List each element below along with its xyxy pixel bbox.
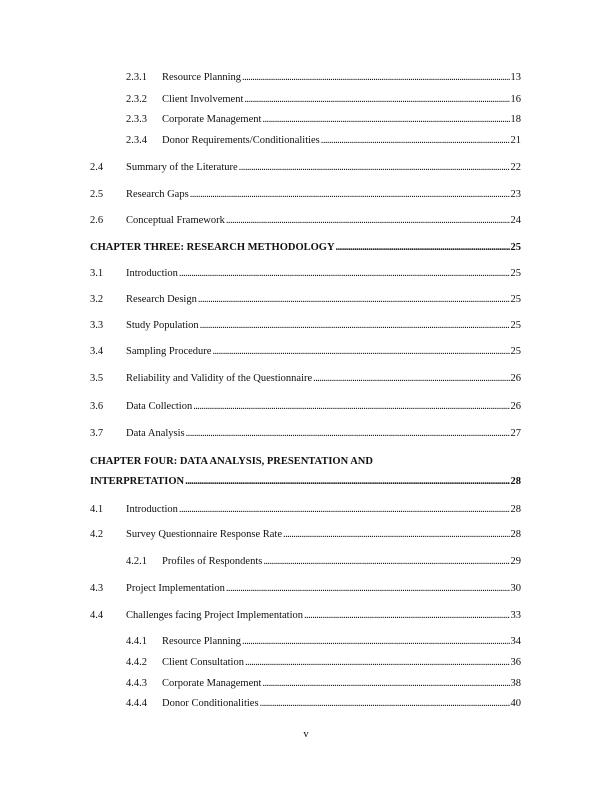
section-title: Client Consultation — [162, 657, 244, 668]
page-ref: 40 — [510, 698, 521, 709]
toc-entry[interactable] — [126, 113, 521, 127]
toc-entry[interactable] — [126, 71, 521, 85]
section-title: CHAPTER THREE: RESEARCH METHODOLOGY — [90, 242, 335, 253]
toc-entry[interactable] — [90, 609, 521, 623]
dot-leader — [198, 293, 510, 307]
section-number: 2.3.3 — [126, 114, 147, 125]
section-number: 4.3 — [90, 583, 104, 594]
dot-leader — [186, 427, 510, 441]
page-number: v — [303, 729, 309, 740]
dot-leader — [190, 188, 510, 202]
toc-entry[interactable] — [126, 635, 521, 649]
dot-leader — [260, 697, 510, 711]
section-title: Study Population — [126, 320, 199, 331]
toc-entry[interactable] — [90, 188, 521, 202]
page-ref: 25 — [510, 242, 521, 253]
section-number: 3.2 — [90, 294, 104, 305]
section-number: 4.4 — [90, 610, 104, 621]
section-title: Research Gaps — [126, 189, 189, 200]
page-ref: 13 — [510, 72, 521, 83]
page-ref: 26 — [510, 373, 521, 384]
dot-leader — [242, 71, 509, 85]
section-title: Corporate Management — [162, 678, 262, 689]
section-title: Donor Conditionalities — [162, 698, 259, 709]
section-number: 4.1 — [90, 504, 104, 515]
dot-leader — [212, 345, 509, 359]
dot-leader — [193, 400, 509, 414]
page-ref: 29 — [510, 556, 521, 567]
dot-leader — [262, 113, 509, 127]
dot-leader — [283, 528, 509, 542]
dot-leader — [179, 503, 510, 517]
page-ref: 28 — [510, 529, 521, 540]
page-ref: 33 — [510, 610, 521, 621]
dot-leader — [336, 241, 510, 255]
section-number: 3.4 — [90, 346, 104, 357]
section-number: 3.7 — [90, 428, 104, 439]
section-title: Introduction — [126, 268, 178, 279]
page-ref: 36 — [510, 657, 521, 668]
dot-leader — [321, 134, 510, 148]
page-ref: 23 — [510, 189, 521, 200]
chapter-heading-line: CHAPTER FOUR: DATA ANALYSIS, PRESENTATION AND — [90, 456, 373, 467]
section-number: 3.6 — [90, 401, 104, 412]
toc-entry[interactable] — [90, 503, 521, 517]
page-ref: 18 — [510, 114, 521, 125]
toc-entry[interactable] — [90, 293, 521, 307]
section-title: Survey Questionnaire Response Rate — [126, 529, 283, 540]
dot-leader — [239, 161, 510, 175]
toc-entry[interactable] — [90, 345, 521, 359]
dot-leader — [262, 677, 509, 691]
dot-leader — [304, 609, 510, 623]
section-title: Reliability and Validity of the Questionnaire — [126, 373, 313, 384]
toc-chapter-entry[interactable] — [90, 475, 521, 489]
toc-entry[interactable] — [90, 214, 521, 228]
toc-entry[interactable] — [126, 697, 521, 711]
toc-entry[interactable] — [90, 372, 521, 386]
section-number: 4.2 — [90, 529, 104, 540]
page-ref: 25 — [510, 268, 521, 279]
toc-entry[interactable] — [90, 400, 521, 414]
section-title: Data Analysis — [126, 428, 185, 439]
section-title: Client Involvement — [162, 94, 244, 105]
toc-entry[interactable] — [90, 528, 521, 542]
page-ref: 34 — [510, 636, 521, 647]
section-title: Introduction — [126, 504, 178, 515]
toc-entry[interactable] — [90, 161, 521, 175]
section-title: Profiles of Respondents — [162, 556, 263, 567]
dot-leader — [263, 555, 509, 569]
toc-entry[interactable] — [126, 93, 521, 107]
dot-leader — [245, 656, 510, 670]
section-number: 3.3 — [90, 320, 104, 331]
section-title: INTERPRETATION — [90, 476, 185, 487]
dot-leader — [242, 635, 509, 649]
toc-entry[interactable] — [90, 582, 521, 596]
page-ref: 28 — [510, 476, 521, 487]
dot-leader — [179, 267, 510, 281]
section-title: Corporate Management — [162, 114, 262, 125]
dot-leader — [244, 93, 509, 107]
page-ref: 24 — [510, 215, 521, 226]
page-ref: 30 — [510, 583, 521, 594]
page-ref: 25 — [510, 320, 521, 331]
section-title: Challenges facing Project Implementation — [126, 610, 303, 621]
section-title: Sampling Procedure — [126, 346, 212, 357]
section-number: 4.4.3 — [126, 678, 147, 689]
page-ref: 26 — [510, 401, 521, 412]
dot-leader — [185, 475, 509, 489]
section-number: 2.5 — [90, 189, 104, 200]
page-ref: 25 — [510, 294, 521, 305]
toc-chapter-entry[interactable] — [90, 241, 521, 255]
section-number: 4.4.4 — [126, 698, 147, 709]
dot-leader — [200, 319, 510, 333]
toc-entry[interactable] — [90, 427, 521, 441]
section-title: Donor Requirements/Conditionalities — [162, 135, 320, 146]
section-number: 4.4.1 — [126, 636, 147, 647]
toc-entry[interactable] — [90, 267, 521, 281]
page-ref: 16 — [510, 94, 521, 105]
section-number: 2.3.4 — [126, 135, 147, 146]
page-ref: 25 — [510, 346, 521, 357]
section-number: 2.6 — [90, 215, 104, 226]
section-title: Conceptual Framework — [126, 215, 225, 226]
toc-entry[interactable] — [126, 134, 521, 148]
section-number: 2.3.1 — [126, 72, 147, 83]
section-title: Data Collection — [126, 401, 193, 412]
section-title: Research Design — [126, 294, 197, 305]
dot-leader — [226, 582, 510, 596]
section-number: 3.5 — [90, 373, 104, 384]
page-ref: 28 — [510, 504, 521, 515]
section-title: Summary of the Literature — [126, 162, 238, 173]
toc-entry[interactable] — [126, 555, 521, 569]
section-title: Project Implementation — [126, 583, 225, 594]
page-ref: 27 — [510, 428, 521, 439]
page-ref: 38 — [510, 678, 521, 689]
page-ref: 22 — [510, 162, 521, 173]
toc-entry[interactable] — [126, 656, 521, 670]
dot-leader — [313, 372, 509, 386]
toc-entry[interactable] — [126, 677, 521, 691]
page-ref: 21 — [510, 135, 521, 146]
section-title: Resource Planning — [162, 636, 242, 647]
toc-entry[interactable] — [90, 319, 521, 333]
section-number: 2.3.2 — [126, 94, 147, 105]
section-number: 2.4 — [90, 162, 104, 173]
section-number: 3.1 — [90, 268, 104, 279]
section-number: 4.2.1 — [126, 556, 147, 567]
section-number: 4.4.2 — [126, 657, 147, 668]
dot-leader — [226, 214, 510, 228]
section-title: Resource Planning — [162, 72, 242, 83]
